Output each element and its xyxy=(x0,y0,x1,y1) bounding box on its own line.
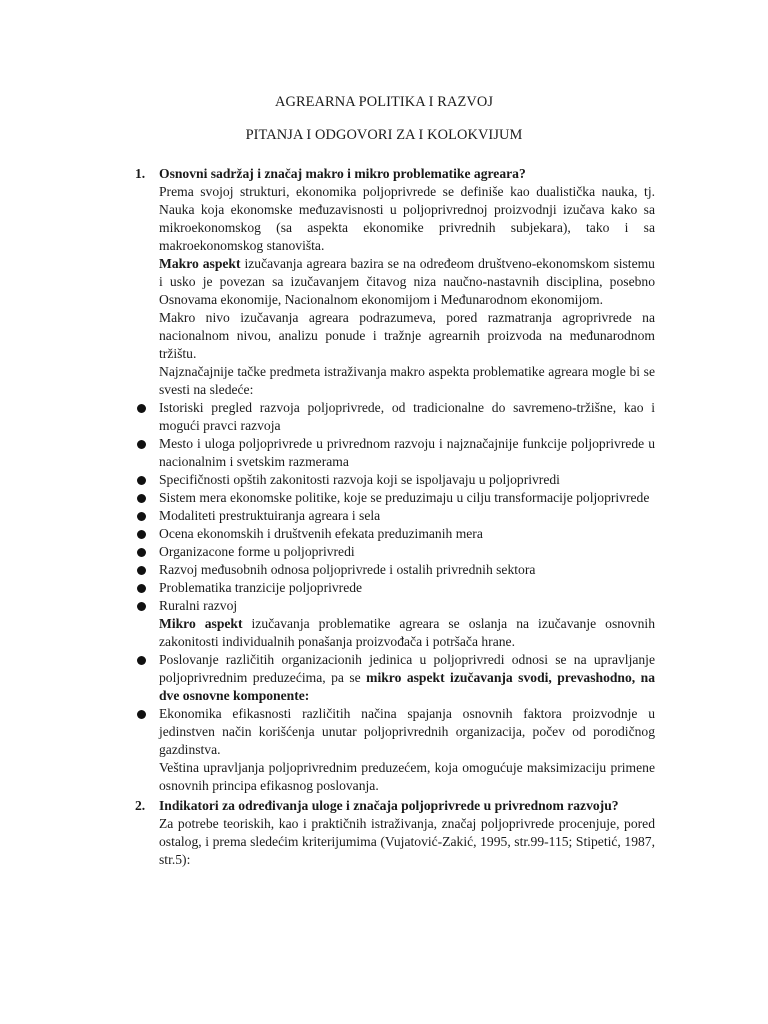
list-item xyxy=(135,525,655,543)
list-item-text: Poslovanje različitih organizacionih jedinica u poljoprivredi odnosi se na upravljanje poljoprivrednim preduzećima, pa se xyxy=(159,652,655,685)
q1-paragraph-2 xyxy=(135,255,655,309)
q2-paragraph-1: Za potrebe teoriskih, kao i praktičnih istraživanja, značaj poljoprivrede procenjuje, pored ostalog, i prema sledećim kriterijumima (Vujatović-Zakić, 1995, str.99-115; Stipetić, 1987, str.5): xyxy=(159,816,655,867)
document-title: AGREARNA POLITIKA I RAZVOJ xyxy=(274,94,494,110)
list-item-text: Organizacone forme u poljoprivredi xyxy=(159,544,355,559)
q1-paragraph-1: Prema svojoj strukturi, ekonomika poljoprivrede se definiše kao dualistička nauka, tj. Nauka koja ekonomske međuzavisnosti u poljoprivrednoj proizvodnji izučava kako sa mikroekonomskog (sa aspekta ekonomike privrednih subjekara), tako i sa makroekonomskog stanovišta. xyxy=(159,184,655,253)
list-item xyxy=(135,579,655,597)
bullet-icon xyxy=(137,602,146,611)
list-item xyxy=(135,489,655,507)
list-item xyxy=(135,561,655,579)
q1-paragraph-2-text: izučavanja agreara bazira se na određeom društveno-ekonomskom sistemu i usko je povezan sa izučavanjem čitavog niza naučno-nastavnih disciplina, posebno Osnovama ekonomije, Nacionalnom ekonomijom i Međunarodnom ekonomijom. xyxy=(159,256,655,307)
list-item xyxy=(135,435,655,471)
list-item xyxy=(135,471,655,489)
bullet-icon xyxy=(137,566,146,575)
q1-paragraph-5 xyxy=(135,615,655,651)
list-item xyxy=(135,543,655,561)
list-item-text: Istoriski pregled razvoja poljoprivrede, od tradicionalne do savremeno-tržišne, kao i mogući pravci razvoja xyxy=(159,400,655,433)
document-body xyxy=(135,165,655,869)
bullet-icon xyxy=(137,476,146,485)
mikro-aspekt-term: Mikro aspekt xyxy=(159,616,243,631)
list-item-text: Sistem mera ekonomske politike, koje se preduzimaju u cilju transformacije poljoprivrede xyxy=(159,490,650,505)
list-item-text: Specifičnosti opštih zakonitosti razvoja koji se ispoljavaju u poljoprivredi xyxy=(159,472,560,487)
bullet-icon xyxy=(137,584,146,593)
bullet-icon xyxy=(137,656,146,665)
list-item-text: Modaliteti prestruktuiranja agreara i sela xyxy=(159,508,381,523)
bullet-icon xyxy=(137,404,146,413)
bullet-icon xyxy=(137,548,146,557)
list-item xyxy=(135,507,655,525)
question-2-text: Indikatori za određivanja uloge i značaja poljoprivrede u privrednom razvoju? xyxy=(159,798,619,813)
list-item xyxy=(135,597,655,615)
q1-paragraph-3: Makro nivo izučavanja agreara podrazumeva, pored razmatranja agroprivrede na nacionalnom nivou, analizu ponude i tražnje agrearnih proizvoda na međunarodnom tržištu. xyxy=(159,310,655,361)
bullet-icon xyxy=(137,494,146,503)
list-item-text: Mesto i uloga poljoprivrede u privrednom razvoju i najznačajnije funkcije poljoprivrede u nacionalnim i svetskim razmerama xyxy=(159,436,655,469)
list-item-text: Ocena ekonomskih i društvenih efekata preduzimanih mera xyxy=(159,526,483,541)
question-1 xyxy=(135,165,655,183)
list-item xyxy=(135,651,655,705)
bullet-icon xyxy=(137,530,146,539)
question-2-number: 2. xyxy=(135,798,146,813)
bullet-icon xyxy=(137,512,146,521)
list-item-bold-text: mikro aspekt izučavanja svodi, prevashodno, na dve osnovne komponente: xyxy=(159,670,655,703)
document-subtitle: PITANJA I ODGOVORI ZA I KOLOKVIJUM xyxy=(245,127,523,143)
q1-paragraph-6: Veština upravljanja poljoprivrednim preduzećem, koja omogućuje maksimizaciju primene osnovnih principa efikasnog poslovanja. xyxy=(159,760,655,793)
question-2 xyxy=(135,797,655,815)
list-item-text: Ekonomika efikasnosti različitih načina spajanja osnovnih faktora proizvodnje u jedinstven način korišćenja unutar poljoprivrednih organizacija, počev od porodičnog gazdinstva. xyxy=(159,706,655,757)
question-1-number: 1. xyxy=(135,166,146,181)
list-item xyxy=(135,399,655,435)
list-item-text: Ruralni razvoj xyxy=(159,598,238,613)
list-item-text: Razvoj međusobnih odnosa poljoprivrede i ostalih privrednih sektora xyxy=(159,562,536,577)
list-item xyxy=(135,705,655,759)
makro-aspekt-term: Makro aspekt xyxy=(159,256,241,271)
q1-paragraph-4: Najznačajnije tačke predmeta istraživanja makro aspekta problematike agreara mogle bi se svesti na sledeće: xyxy=(159,364,655,397)
bullet-icon xyxy=(137,710,146,719)
q1-paragraph-5-text: izučavanja problematike agreara se oslanja na izučavanje osnovnih zakonitosti individualnih ponašanja proizvođača i potršača hrane. xyxy=(159,616,656,649)
list-item-text: Problematika tranzicije poljoprivrede xyxy=(159,580,363,595)
question-1-text: Osnovni sadržaj i značaj makro i mikro problematike agreara? xyxy=(159,166,526,181)
bullet-icon xyxy=(137,440,146,449)
